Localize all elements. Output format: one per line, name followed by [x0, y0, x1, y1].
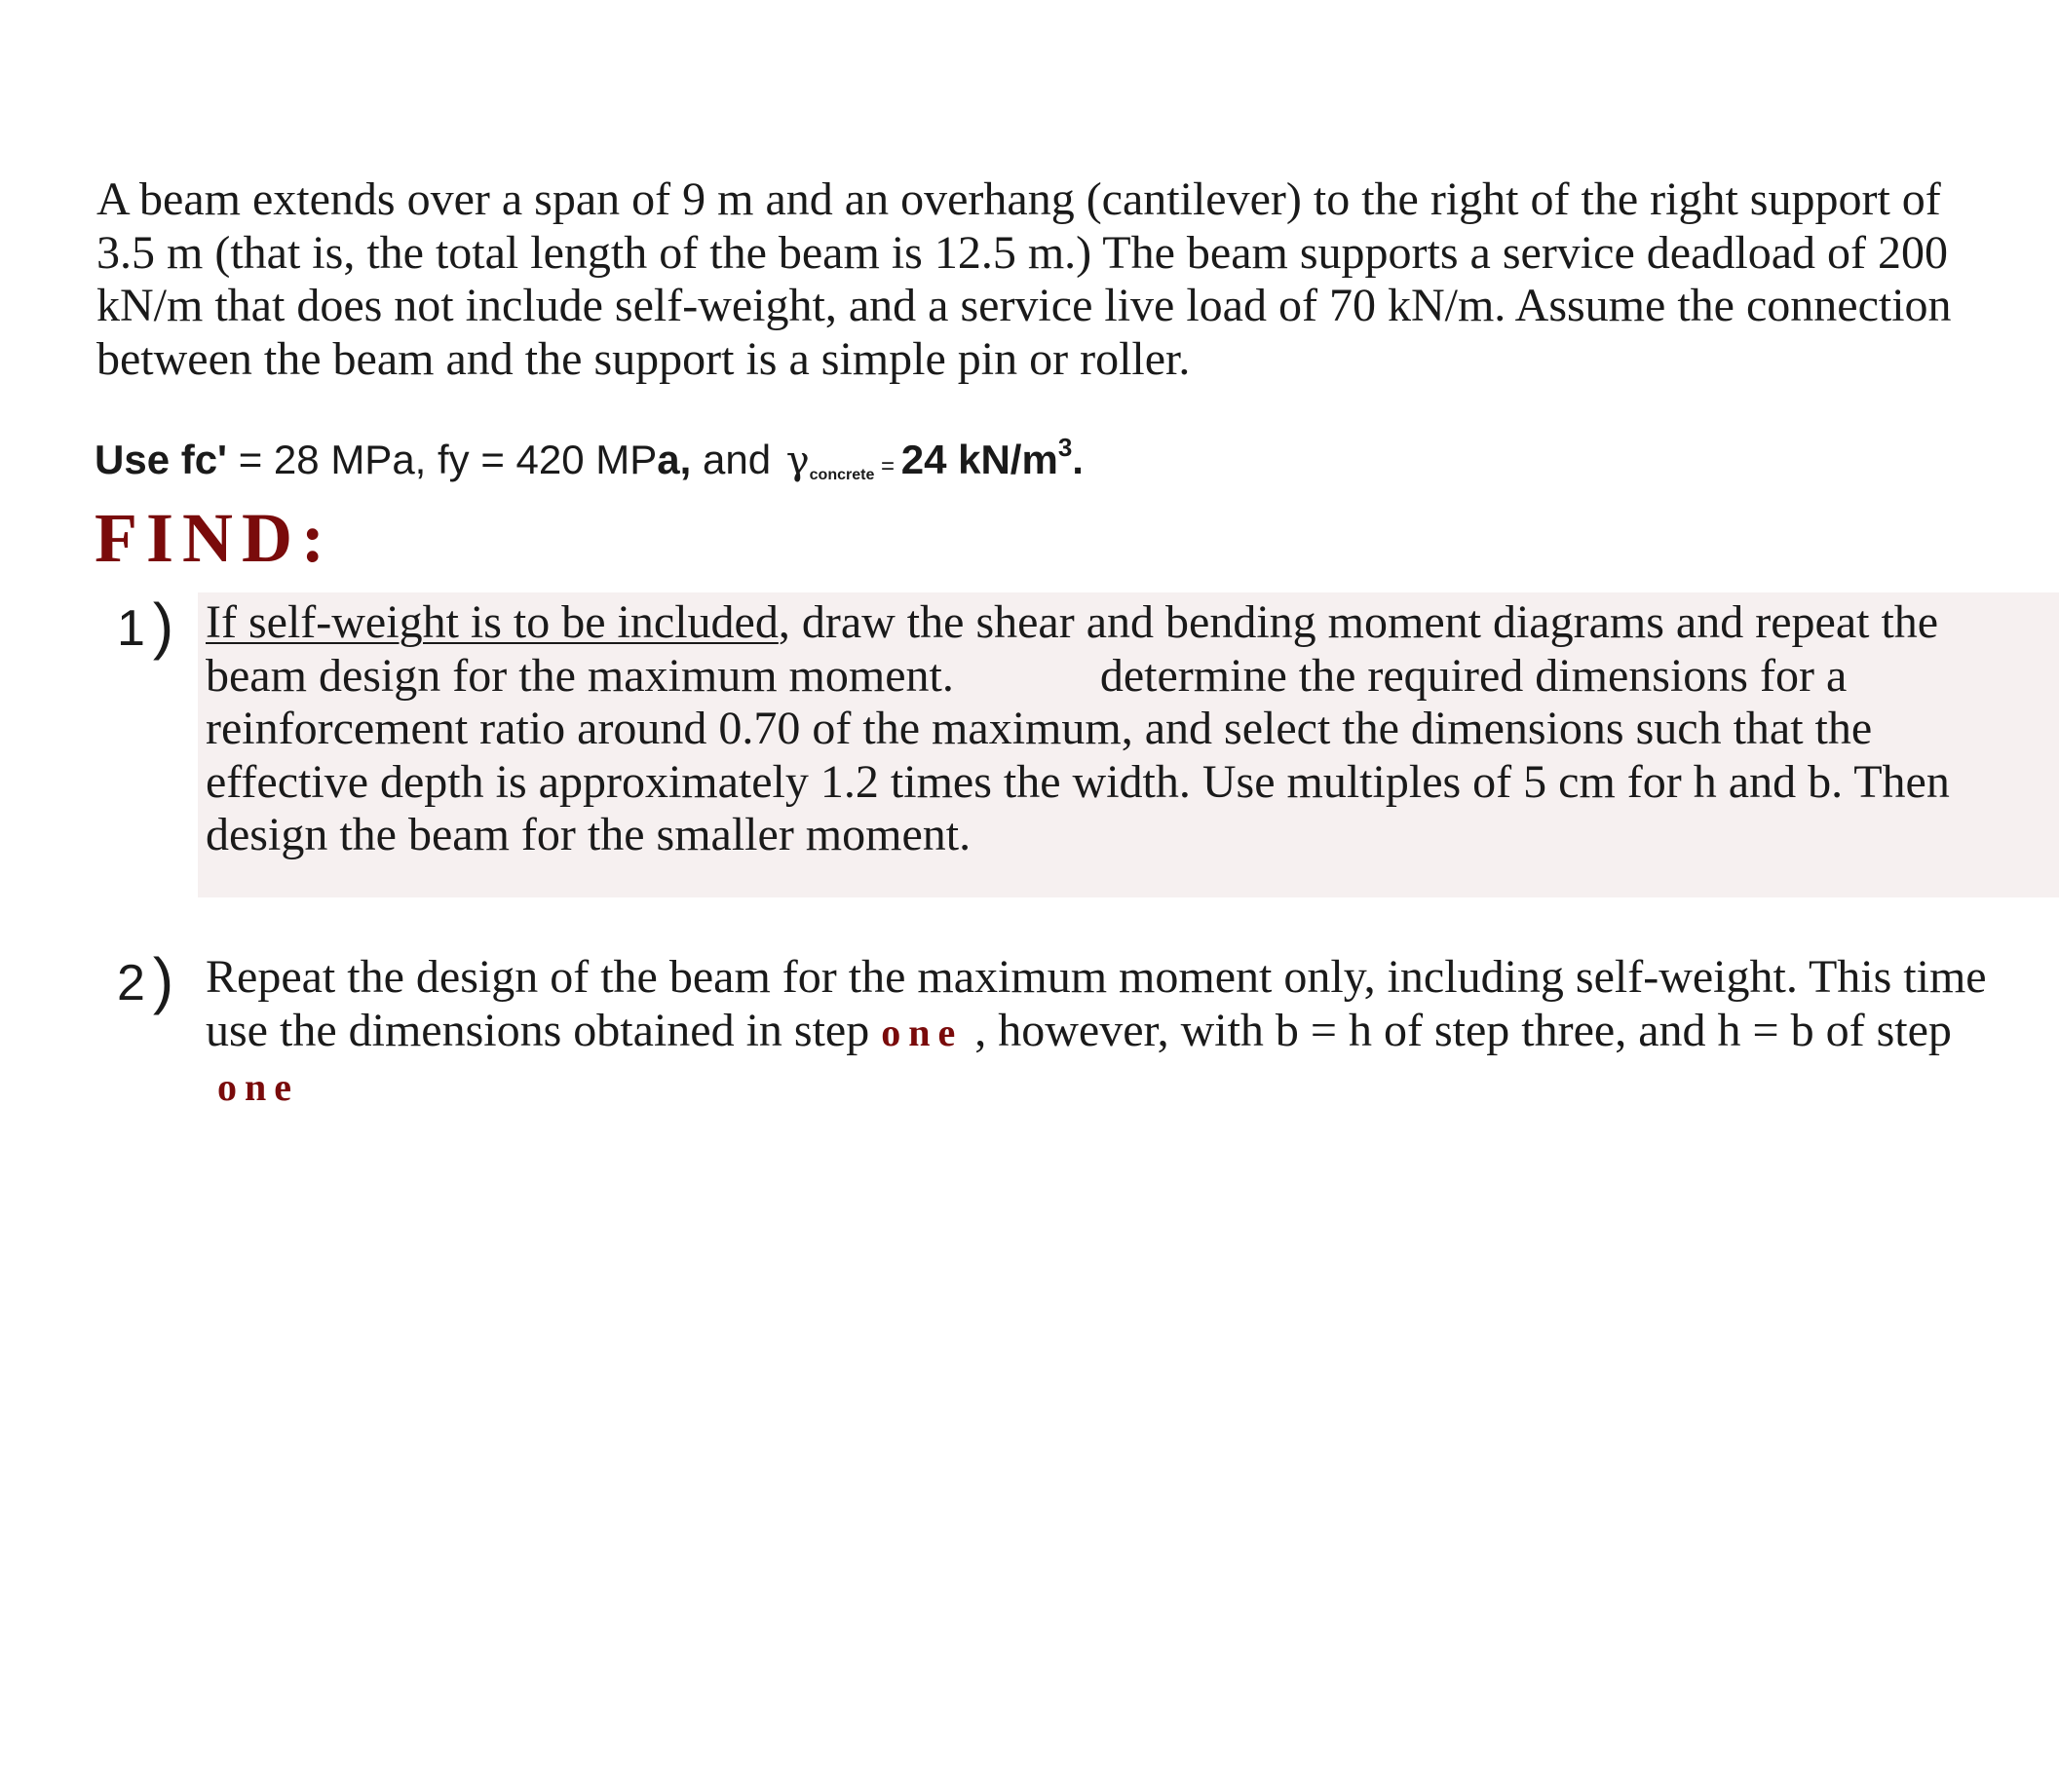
item-1-text-b: determine the required dimensions for a reinforcement ratio around 0.70 of the maximum, and select the dimensions such that the effective depth is approximately 1.2 times the width. Use multiples of 5 cm for h and b. Then design the beam for the smaller moment. — [206, 649, 1950, 860]
item-1-paren: ) — [152, 591, 174, 661]
item-2-text-b: , however, with b = h of step three, and h = b of step — [963, 1004, 1952, 1056]
find-heading: FIND: — [95, 499, 333, 577]
intro-paragraph: A beam extends over a span of 9 m and an overhang (cantilever) to the right of the right support of 3.5 m (that is, the total length of the beam is 12.5 m.) The beam supports a service deadload of 200 kN/m that does not include self-weight, and a service live load of 70 kN/m. Assume the connection between the beam and the support is a simple pin or roller. — [96, 173, 1952, 385]
item-1-underlined: If self-weight is to be included — [206, 596, 779, 648]
density-exponent: 3 — [1057, 433, 1073, 462]
item-2-number-digit: 2 — [117, 955, 145, 1011]
item-2-text-a: Repeat the design of the beam for the maximum moment only, including self-weight. This time use the dimensions obtained in step — [206, 951, 1987, 1056]
use-label: Use fc' — [95, 437, 228, 482]
given-period: . — [1072, 437, 1084, 482]
item-2-text — [206, 951, 1989, 1115]
item-1-number-digit: 1 — [117, 600, 145, 657]
given-a-bold: a, — [657, 437, 692, 482]
item-1-text-a: , draw the shear and bending moment diagrams and repeat the beam design for the maximum moment. — [206, 596, 1939, 702]
given-eq1: = 28 MPa, fy = 420 MP — [227, 437, 658, 482]
item-1-number — [117, 591, 174, 661]
item-2-number — [117, 945, 174, 1015]
given-and: and — [691, 437, 782, 482]
gamma-symbol: γ — [785, 438, 810, 483]
given-values — [95, 433, 1084, 503]
item-2-step-ref-2: one — [217, 1065, 299, 1109]
item-1-text — [206, 596, 2018, 862]
item-2-step-ref-1: one — [881, 1010, 964, 1054]
item-2-paren: ) — [152, 945, 174, 1015]
given-eq2: = — [874, 453, 901, 479]
gamma-subscript: concrete — [809, 467, 875, 483]
density-value: 24 kN/m — [900, 437, 1058, 482]
